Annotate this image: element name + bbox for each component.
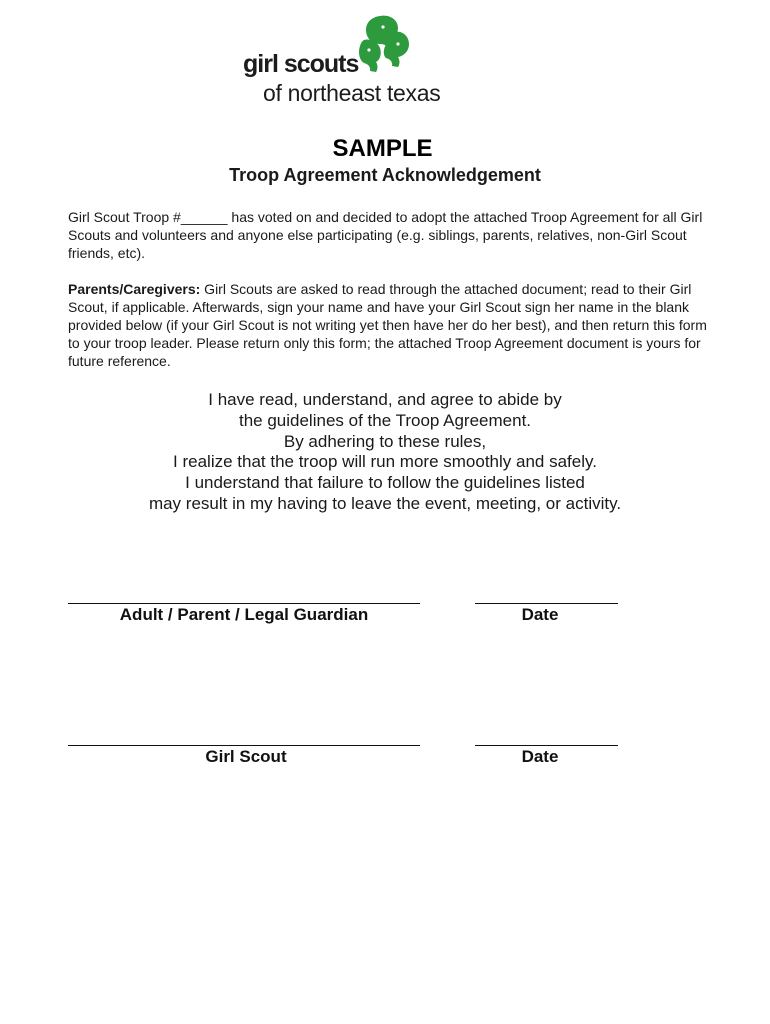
scout-date-line[interactable] xyxy=(475,745,618,746)
pledge-line: By adhering to these rules, xyxy=(283,431,487,451)
pledge-line: I realize that the troop will run more smoothly and safely. xyxy=(173,452,597,472)
pledge-line: I have read, understand, and agree to abide by xyxy=(208,390,562,409)
parents-label: Parents/Caregivers: xyxy=(68,281,201,297)
document-subtitle: Troop Agreement Acknowledgement xyxy=(229,165,541,185)
pledge-line: the guidelines of the Troop Agreement. xyxy=(238,410,532,430)
logo-wordmark-line2: of northeast texas xyxy=(263,80,441,106)
scout-signature-line[interactable] xyxy=(68,745,420,746)
logo-wordmark-line1: girl scouts xyxy=(243,50,359,78)
document-title: SAMPLE xyxy=(332,135,433,162)
scout-signature-label: Girl Scout xyxy=(205,747,287,766)
pledge-line: I understand that failure to follow the guidelines listed xyxy=(185,473,585,493)
pledge-line: may result in my having to leave the event, meeting, or activity. xyxy=(148,493,622,513)
adult-date-label: Date xyxy=(521,605,559,624)
trefoil-profiles-icon xyxy=(358,14,410,74)
pledge-statement xyxy=(0,390,770,515)
adult-signature-line[interactable] xyxy=(68,603,420,604)
adult-date-line[interactable] xyxy=(475,603,618,604)
intro-paragraph: Girl Scout Troop #______ has voted on and decided to adopt the attached Troop Agreement for all Girl Scouts and volunteers and anyone else participating (e.g. siblings, parents, relatives, non-Girl Scout friends, etc). xyxy=(68,209,703,261)
adult-signature-label: Adult / Parent / Legal Guardian xyxy=(119,605,369,624)
parents-paragraph xyxy=(68,280,708,370)
scout-date-label: Date xyxy=(521,747,559,766)
organization-logo xyxy=(240,14,490,110)
parents-text: Girl Scouts are asked to read through the attached document; read to their Girl Scout, if applicable. Afterwards, sign your name and have your Girl Scout sign her name in the blank provided below (if your Girl Scout is not writing yet then have her do her best), and then return this form to your troop leader. Please return only this form; the attached Troop Agreement document is yours for future reference. xyxy=(68,281,707,369)
